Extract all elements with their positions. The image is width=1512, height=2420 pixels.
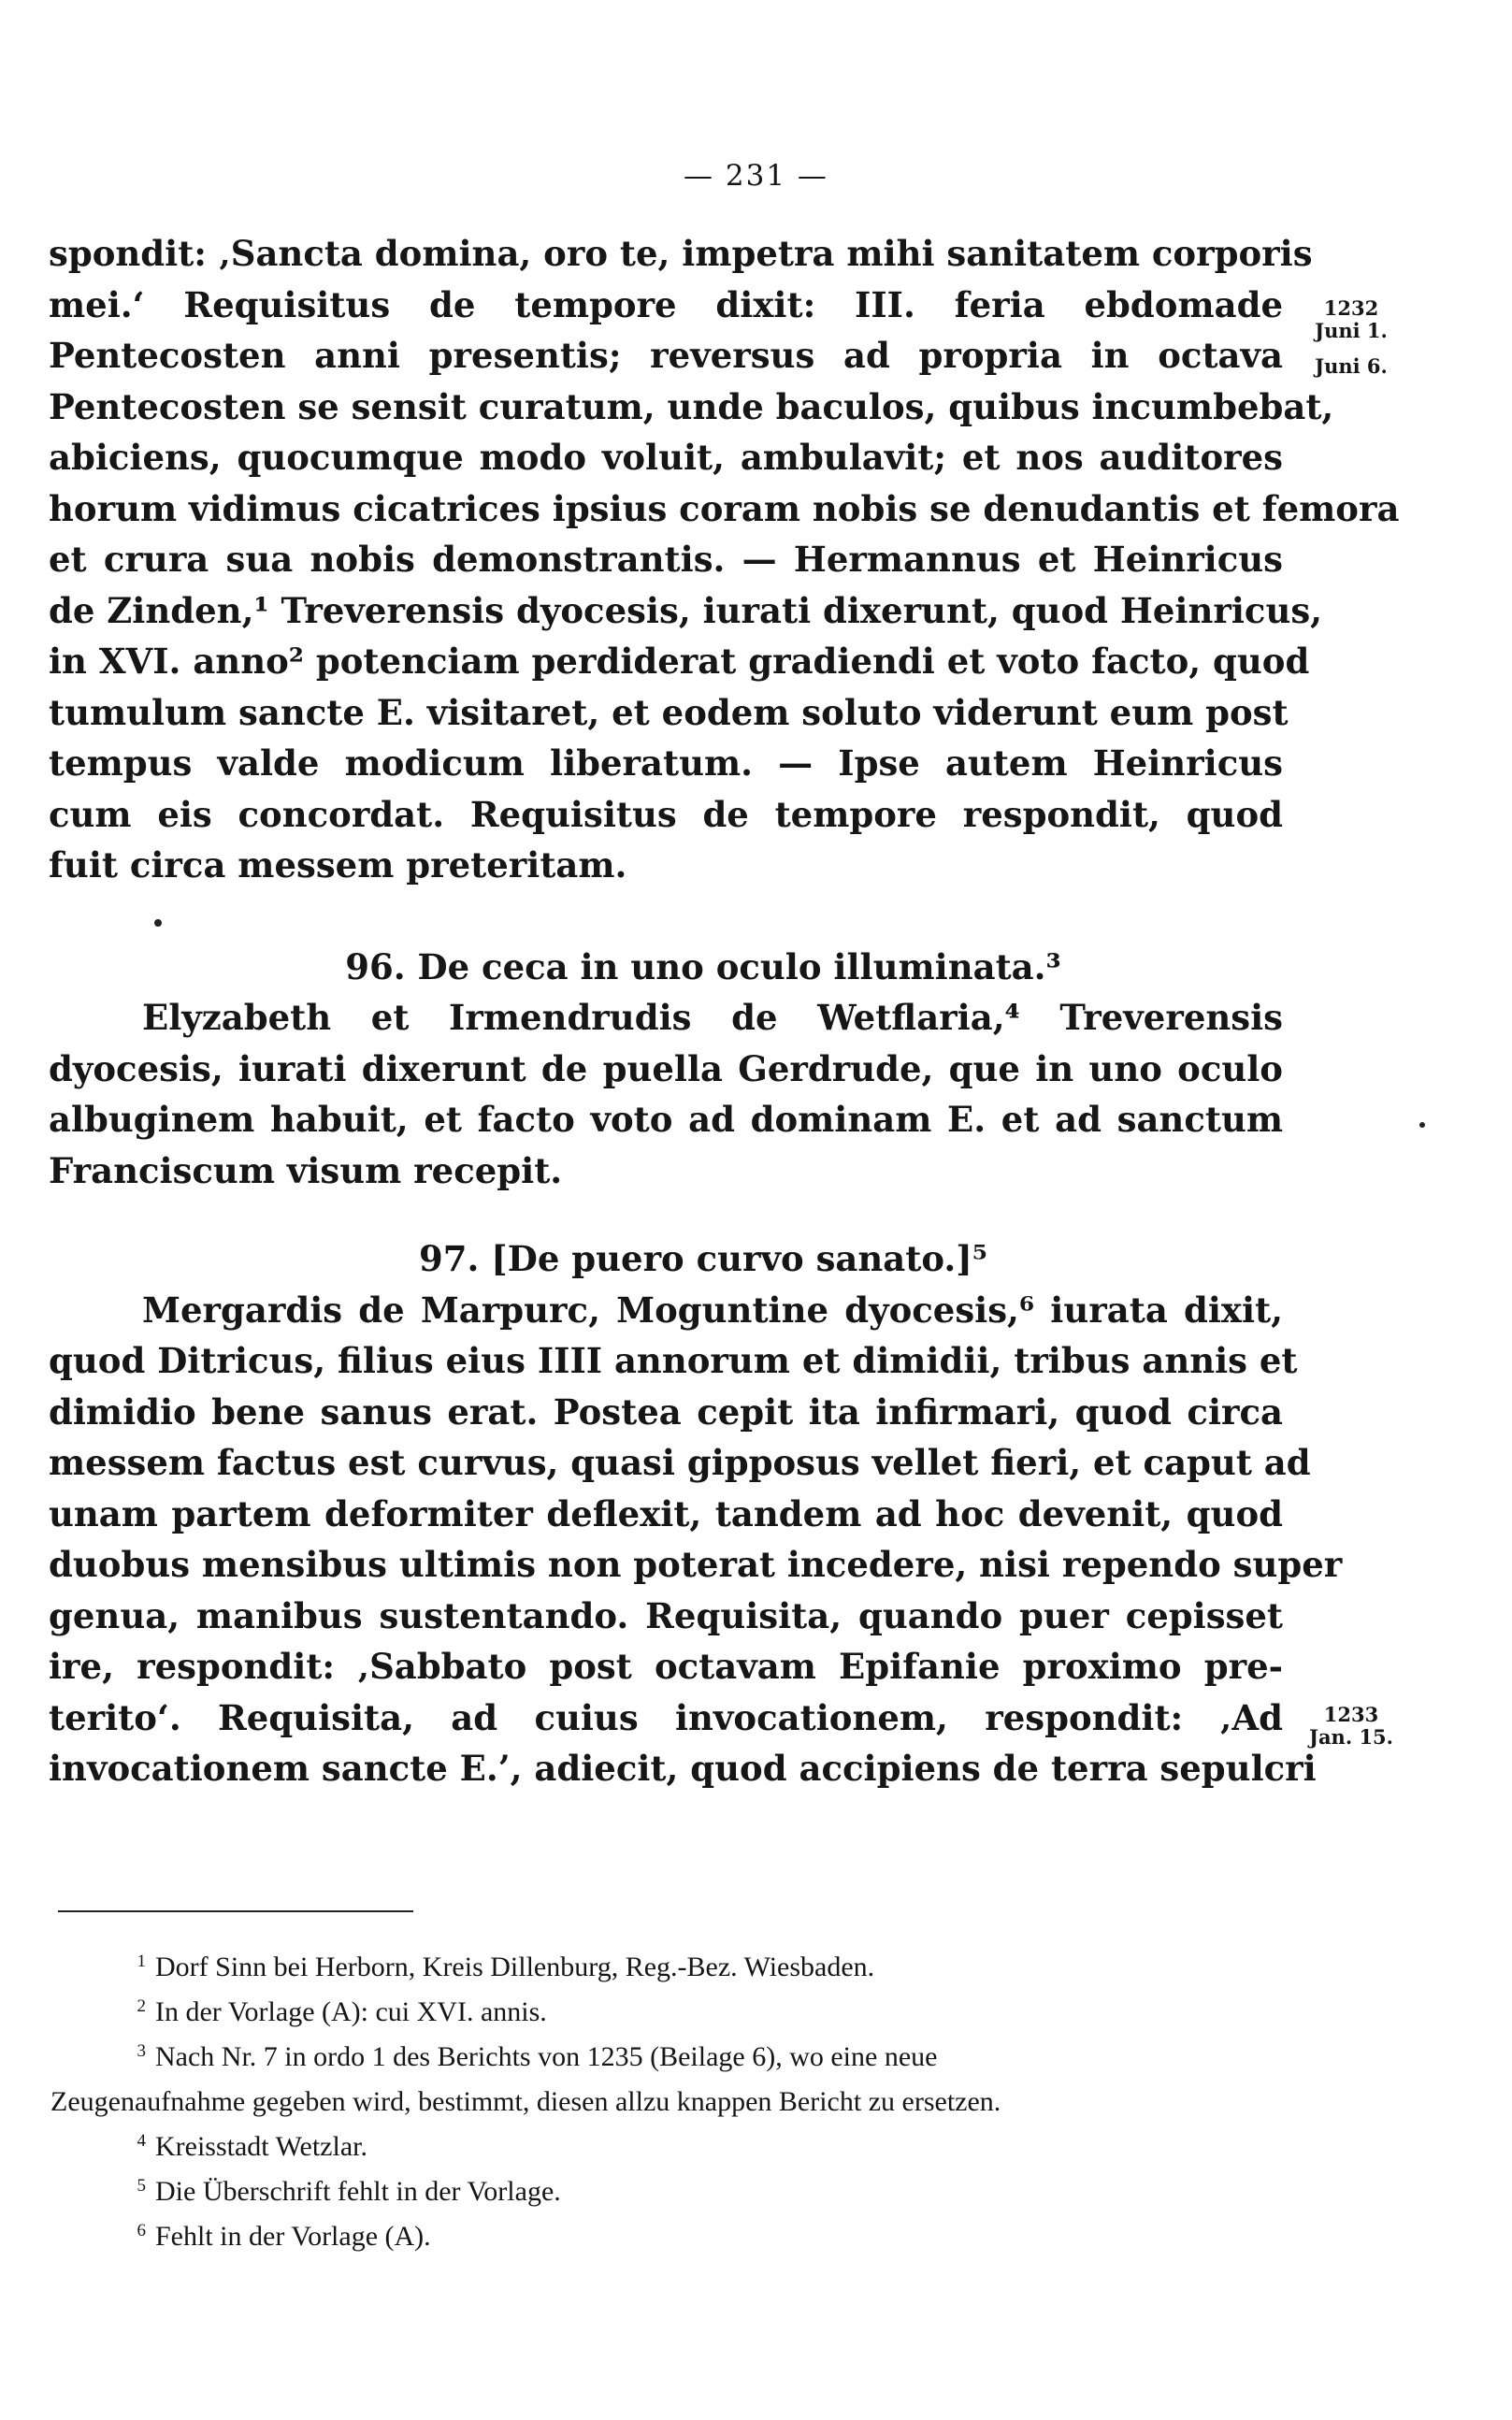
page-number: — 231 — — [684, 159, 828, 193]
heading-97: 97. [De puero curvo sanato.]⁵ — [418, 1238, 987, 1279]
margin-date-1 — [1295, 297, 1407, 342]
footnotes — [50, 1945, 1290, 2259]
text-line: unam partem deformiter deflexit, tandem ad hoc devenit, quod — [49, 1492, 1283, 1534]
footnote: 2 In der Vorlage (A): cui XVI. annis. — [137, 1996, 547, 2027]
text-line: terito‘. Requisita, ad cuius invocationem, respondit: ‚Ad — [49, 1696, 1283, 1738]
footnote-text: Fehlt in der Vorlage (A). — [155, 2221, 431, 2252]
text-line: Elyzabeth et Irmendrudis de Wetflaria,⁴ Treverensis — [142, 997, 1283, 1038]
text-line: fuit circa messem preteritam. — [49, 844, 627, 886]
text-line: messem factus est curvus, quasi gipposus vellet fieri, et caput ad — [49, 1442, 1311, 1483]
text-line: mei.‘ Requisitus de tempore dixit: III. feria ebdomade — [49, 283, 1283, 325]
footnote-text: Die Überschrift fehlt in der Vorlage. — [155, 2176, 561, 2207]
footnote: 4 Kreisstadt Wetzlar. — [137, 2131, 367, 2162]
text-line: Mergardis de Marpurc, Moguntine dyocesis,⁶ iurata dixit, — [142, 1289, 1283, 1331]
text-line: albuginem habuit, et facto voto ad dominam E. et ad sanctum — [49, 1099, 1283, 1140]
footnote-text: Zeugenaufnahme gegeben wird, bestimmt, diesen allzu knappen Bericht zu ersetzen. — [50, 2086, 1001, 2117]
footnote: 1 Dorf Sinn bei Herborn, Kreis Dillenburg, Reg.-Bez. Wiesbaden. — [137, 1952, 875, 1982]
margin-day: Juni 6. — [1315, 354, 1388, 378]
heading-96: 96. De ceca in uno oculo illuminata.³ — [345, 945, 1061, 987]
text-line: Pentecosten se sensit curatum, unde baculos, quibus incumbebat, — [49, 385, 1334, 427]
footnote-rule — [58, 1910, 413, 1912]
footnote-text: Kreisstadt Wetzlar. — [155, 2131, 367, 2162]
margin-day: Jan. 15. — [1309, 1725, 1393, 1749]
footnote — [50, 2080, 1290, 2125]
footnote: 6 Fehlt in der Vorlage (A). — [137, 2221, 431, 2252]
text-line: genua, manibus sustentando. Requisita, quando puer cepisset — [49, 1594, 1283, 1636]
margin-day: Juni 1. — [1315, 319, 1388, 342]
text-line: horum vidimus cicatrices ipsius coram nobis se denudantis et femora — [49, 487, 1400, 529]
text-line: dimidio bene sanus erat. Postea cepit ita infirmari, quod circa — [49, 1390, 1283, 1433]
paragraph-97 — [49, 1285, 1343, 1794]
footnote-text: Dorf Sinn bei Herborn, Kreis Dillenburg, Reg.-Bez. Wiesbaden. — [155, 1952, 875, 1982]
margin-date-2 — [1295, 355, 1407, 378]
text-line: Franciscum visum recepit. — [49, 1149, 563, 1191]
text-line: abiciens, quocumque modo voluit, ambulavit; et nos auditores — [49, 437, 1283, 478]
footnote: 5 Die Überschrift fehlt in der Vorlage. — [137, 2176, 561, 2207]
text-line: tumulum sancte E. visitaret, et eodem soluto viderunt eum post — [49, 691, 1289, 733]
paragraph-96 — [49, 992, 1283, 1196]
margin-year: 1232 — [1323, 296, 1379, 320]
text-line: duobus mensibus ultimis non poterat incedere, nisi rependo super — [49, 1544, 1343, 1585]
text-line: et crura sua nobis demonstrantis. — Hermannus et Heinricus — [49, 539, 1283, 580]
text-line: tempus valde modicum liberatum. — Ipse autem Heinricus — [49, 742, 1283, 784]
text-line: spondit: ‚Sancta domina, oro te, impetra mihi sanitatem corporis — [49, 233, 1313, 274]
text-line: cum eis concordat. Requisitus de tempore respondit, quod — [49, 793, 1283, 835]
text-line: invocationem sancte E.’, adiecit, quod accipiens de terra sepulcri — [49, 1748, 1317, 1789]
text-line: ire, respondit: ‚Sabbato post octavam Epifanie proximo pre- — [49, 1646, 1283, 1687]
print-speck — [1419, 1122, 1425, 1128]
footnote: 3 Nach Nr. 7 in ordo 1 des Berichts von 1235 (Beilage 6), wo eine neue — [137, 2041, 938, 2072]
text-line: de Zinden,¹ Treverensis dyocesis, iurati dixerunt, quod Heinricus, — [49, 589, 1323, 631]
text-line: in XVI. anno² potenciam perdiderat gradiendi et voto facto, quod — [49, 641, 1310, 682]
text-line: dyocesis, iurati dixerunt de puella Gerdrude, que in uno oculo — [49, 1047, 1283, 1089]
footnote-text: Nach Nr. 7 in ordo 1 des Berichts von 1235 (Beilage 6), wo eine neue — [155, 2041, 938, 2072]
text-line: Pentecosten anni presentis; reversus ad propria in octava — [49, 335, 1283, 376]
margin-date-3 — [1295, 1704, 1407, 1749]
text-line: quod Ditricus, filius eius IIII annorum et dimidii, tribus annis et — [49, 1340, 1298, 1381]
margin-year: 1233 — [1323, 1703, 1379, 1726]
print-speck — [154, 919, 162, 927]
footnote-text: In der Vorlage (A): cui XVI. annis. — [155, 1996, 547, 2027]
